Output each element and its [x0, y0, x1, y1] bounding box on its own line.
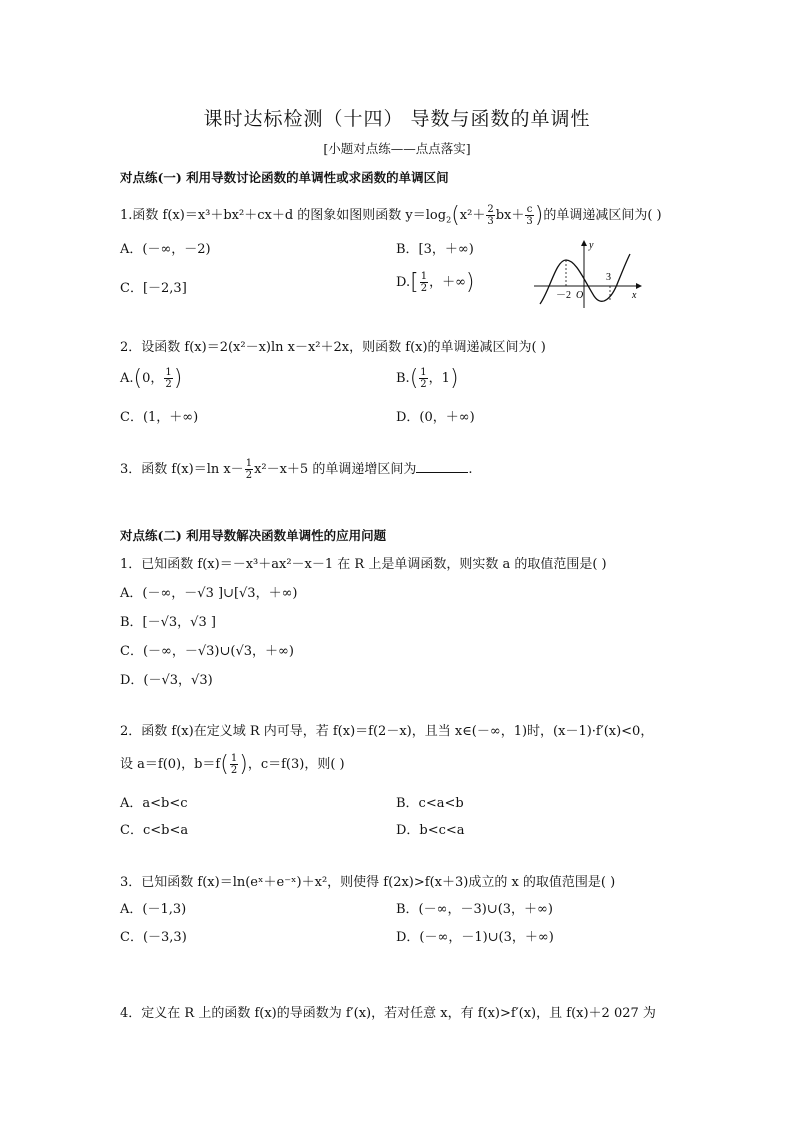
- s1-q1-option-a[interactable]: A．(－∞，－2): [120, 242, 211, 257]
- s1-q2-option-b-label: B.: [396, 371, 410, 386]
- s2-q1-stem: 1．已知函数 f(x)＝－x³＋ax²－x－1 在 R 上是单调函数，则实数 a 的取值范围是( ): [120, 557, 607, 572]
- s1-q1-frac2: [525, 204, 533, 227]
- graph-y-label: y: [589, 240, 594, 251]
- s1-q1-lparen: (: [451, 203, 460, 228]
- s1-q1-option-b[interactable]: B．[3，＋∞): [396, 242, 474, 257]
- s1-q1-option-d-rparen: ): [465, 270, 475, 295]
- s1-q3-frac: [245, 458, 253, 481]
- s2-q3-stem: 3．已知函数 f(x)＝ln(eˣ＋e⁻ˣ)＋x²，则使得 f(2x)>f(x＋3)成立的 x 的取值范围是( ): [120, 875, 616, 890]
- s1-q1-frac2-den: 3: [526, 216, 533, 227]
- s1-q2-option-a-label: A.: [120, 371, 134, 386]
- s1-q2-option-a-rest: 0，: [142, 371, 164, 386]
- s1-q2-option-c[interactable]: C．(1，＋∞): [120, 410, 199, 425]
- s2-q4-stem: 4．定义在 R 上的函数 f(x)的导函数为 f′(x)，若对任意 x，有 f(x)>f′(x)，且 f(x)＋2 027 为: [120, 1006, 656, 1021]
- s2-q2-line2-b: ，c＝f(3)，则( ): [247, 757, 345, 772]
- s1-q1-option-d-lbracket: [: [410, 270, 419, 295]
- s1-q1-stem-d: 的单调递减区间为( ): [543, 208, 662, 223]
- s1-q1-stem-a: 1.函数 f(x)＝x³＋bx²＋cx＋d 的图象如图则函数 y＝log: [120, 208, 447, 223]
- graph-x-label: x: [632, 290, 637, 301]
- cubic-function-graph: [532, 238, 644, 310]
- s2-q2-frac: [230, 753, 238, 776]
- s1-q1-stem: [120, 203, 662, 228]
- s1-q2-option-a-rparen: ): [173, 366, 183, 391]
- section2-heading: 对点练(二) 利用导数解决函数单调性的应用问题: [120, 528, 387, 543]
- page-subtitle: [小题对点练——点点落实]: [323, 141, 471, 156]
- s2-q3-option-a[interactable]: A．(－1,3): [120, 902, 187, 917]
- graph-tick-pos: 3: [606, 272, 611, 283]
- s2-q2-option-d[interactable]: D．b<c<a: [396, 823, 465, 838]
- s2-q1-option-a[interactable]: A．(－∞，－√3 ]∪[√3，＋∞): [120, 586, 298, 601]
- s1-q2-option-a[interactable]: [120, 366, 182, 391]
- section1-heading: 对点练(一) 利用导数讨论函数的单调性或求函数的单调区间: [120, 170, 449, 185]
- s1-q2-option-a-den: 2: [165, 379, 172, 390]
- s1-q1-log-base: 2: [446, 215, 452, 225]
- s1-q3-stem-c: .: [468, 462, 473, 477]
- s2-q1-option-b[interactable]: B．[－√3，√3 ]: [120, 615, 216, 630]
- s1-q2-option-b-rparen: ): [449, 366, 459, 391]
- s1-q3-stem-a: 3．函数 f(x)＝ln x－: [120, 462, 244, 477]
- s1-q1-option-d-rest: ，＋∞: [429, 275, 466, 290]
- s1-q1-frac1: [486, 204, 494, 227]
- s2-q2-option-c[interactable]: C．c<b<a: [120, 823, 189, 838]
- s1-q2-option-b-rest: ，1: [428, 371, 450, 386]
- page-title: 课时达标检测（十四） 导数与函数的单调性: [203, 108, 591, 130]
- s1-q3-stem: [120, 458, 472, 481]
- s1-q2-option-b-frac: [419, 367, 427, 390]
- s2-q2-option-a[interactable]: A．a<b<c: [120, 796, 188, 811]
- s1-q1-option-c[interactable]: C．[－2,3]: [120, 281, 187, 296]
- s2-q2-option-b[interactable]: B．c<a<b: [396, 796, 464, 811]
- s1-q3-frac-den: 2: [245, 470, 253, 481]
- s2-q2-line2-a: 设 a＝f(0)，b＝f: [120, 757, 221, 772]
- s1-q3-answer-blank[interactable]: [416, 460, 468, 473]
- graph-y-arrow: [581, 240, 587, 246]
- s1-q1-option-d-den: 2: [420, 283, 428, 294]
- s2-q2-lparen: (: [220, 752, 229, 777]
- s1-q1-option-d-num: 1: [420, 271, 428, 282]
- graph-origin-label: O: [576, 290, 584, 301]
- s2-q2-stem: 2．函数 f(x)在定义域 R 内可导，若 f(x)＝f(2－x)，且当 x∈(－∞，1)时，(x－1)·f′(x)<0，: [120, 724, 654, 739]
- graph-curve: [540, 254, 630, 304]
- s1-q2-option-a-lparen: (: [133, 366, 143, 391]
- s2-q2-frac-num: 1: [230, 753, 238, 764]
- s1-q2-option-d[interactable]: D．(0，＋∞): [396, 410, 475, 425]
- s1-q1-option-d-frac: [420, 271, 428, 294]
- s1-q3-stem-b: x²－x＋5 的单调递增区间为: [254, 462, 417, 477]
- s1-q1-frac2-num: c: [526, 204, 533, 215]
- s1-q2-option-b-den: 2: [420, 379, 427, 390]
- s1-q3-frac-num: 1: [245, 458, 253, 469]
- s2-q1-option-c[interactable]: C．(－∞，－√3)∪(√3，＋∞): [120, 644, 294, 659]
- s1-q2-option-b-num: 1: [420, 367, 427, 378]
- s2-q1-option-d[interactable]: D．(－√3，√3): [120, 673, 213, 688]
- s1-q1-frac1-num: 2: [487, 204, 494, 215]
- s1-q2-option-a-frac: [164, 367, 172, 390]
- s1-q1-stem-c: bx＋: [495, 208, 525, 223]
- s2-q2-frac-den: 2: [230, 765, 238, 776]
- s1-q1-option-d-label: D.: [396, 275, 411, 290]
- s1-q1-rparen: ): [534, 203, 544, 228]
- s1-q2-stem: 2．设函数 f(x)＝2(x²－x)ln x－x²＋2x，则函数 f(x)的单调递减区间为( ): [120, 340, 546, 355]
- s2-q2-rparen: ): [239, 752, 248, 777]
- s2-q3-option-b[interactable]: B．(－∞，－3)∪(3，＋∞): [396, 902, 553, 917]
- s1-q2-option-b[interactable]: [396, 366, 459, 391]
- s1-q1-option-d[interactable]: [396, 270, 475, 295]
- graph-x-arrow: [636, 283, 642, 289]
- s1-q2-option-b-lparen: (: [409, 366, 419, 391]
- s1-q2-option-a-num: 1: [165, 367, 172, 378]
- s2-q2-line2: [120, 752, 345, 777]
- s1-q1-stem-b: x²＋: [459, 208, 486, 223]
- s1-q1-frac1-den: 3: [487, 216, 494, 227]
- s2-q3-option-c[interactable]: C．(－3,3): [120, 930, 187, 945]
- s2-q3-option-d[interactable]: D．(－∞，－1)∪(3，＋∞): [396, 930, 554, 945]
- graph-tick-neg: －2: [556, 290, 571, 301]
